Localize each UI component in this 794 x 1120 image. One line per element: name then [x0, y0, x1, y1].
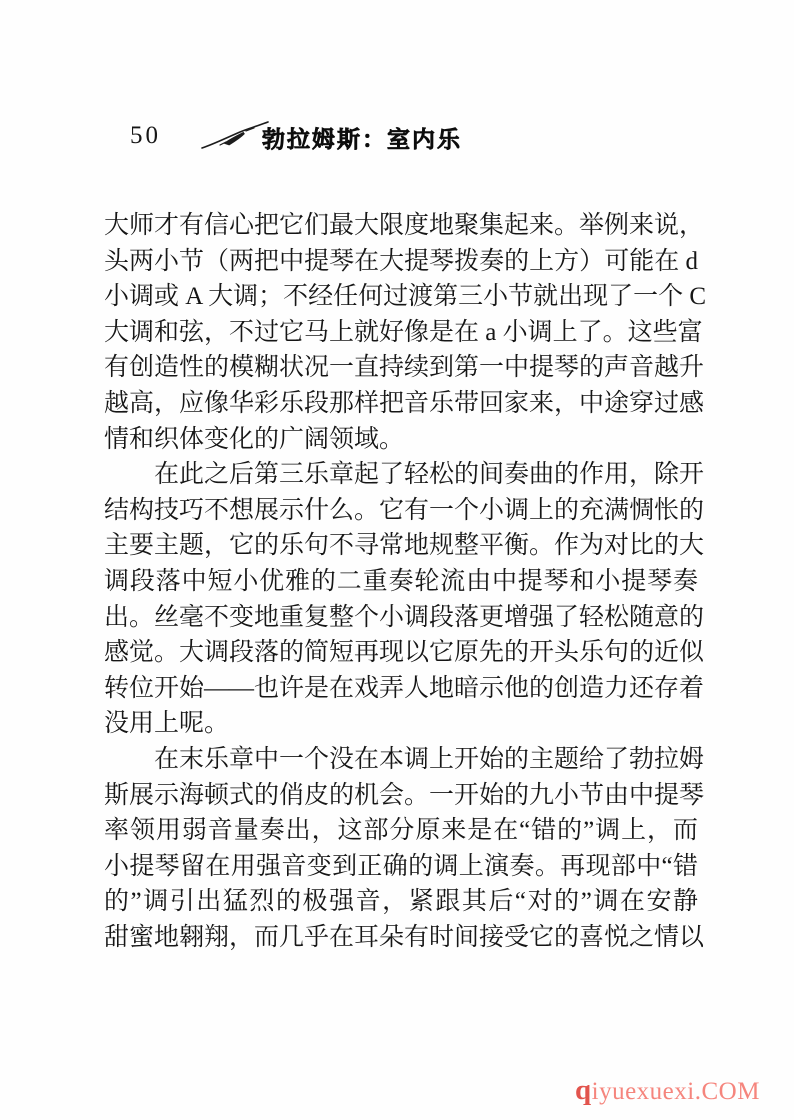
text-line: 有创造性的模糊状况一直持续到第一中提琴的声音越升: [104, 354, 705, 382]
text-line: 大调和弦，不过它马上就好像是在 a 小调上了。这些富: [104, 318, 703, 346]
text-line: 越高，应像华彩乐段那样把音乐带回家来，中途穿过感: [104, 389, 705, 417]
text-line: 在此之后第三乐章起了轻松的间奏曲的作用，除开: [154, 461, 705, 489]
text-line: 没用上呢。: [104, 710, 230, 738]
paragraph: [104, 208, 707, 457]
text-line: 情和织体变化的广阔领域。: [104, 425, 405, 453]
text-line: 转位开始——也许是在戏弄人地暗示他的创造力还存着: [104, 674, 705, 702]
text-line: 小调或 A 大调；不经任何过渡第三小节就出现了一个 C: [104, 283, 707, 311]
watermark-prefix: q: [575, 1074, 592, 1106]
watermark: [575, 1074, 760, 1107]
text-line: 出。丝毫不变地重复整个小调段落更增强了轻松随意的: [104, 603, 705, 631]
text-line: 主要主题，它的乐句不寻常地规整平衡。作为对比的大: [104, 532, 705, 560]
paragraph: [104, 742, 705, 956]
text-line: 大师才有信心把它们最大限度地聚集起来。举例来说，: [104, 212, 705, 239]
text-line: 小提琴留在用强音变到正确的调上演奏。再现部中“错: [104, 852, 698, 880]
text-line: 在末乐章中一个没在本调上开始的主题给了勃拉姆: [154, 745, 705, 773]
running-header: [0, 118, 794, 160]
watermark-text: iyuexuexi.COM: [591, 1078, 760, 1105]
text-line: 感觉。大调段落的简短再现以它原先的开头乐句的近似: [104, 639, 705, 667]
page-number: 50: [130, 122, 161, 149]
paragraph: [104, 457, 705, 742]
body-text: [104, 208, 707, 955]
text-line: 的”调引出猛烈的极强音，紧跟其后“对的”调在安静: [104, 888, 698, 916]
text-line: 调段落中短小优雅的二重奏轮流由中提琴和小提琴奏: [104, 567, 698, 595]
text-line: 斯展示海顿式的俏皮的机会。一开始的九小节由中提琴: [104, 781, 705, 809]
chapter-title: 勃拉姆斯：室内乐: [262, 127, 462, 152]
paragraphs: [104, 208, 707, 955]
text-line: 头两小节（两把中提琴在大提琴拨奏的上方）可能在 d: [104, 247, 698, 275]
text-line: 结构技巧不想展示什么。它有一个小调上的充满惆怅的: [104, 496, 705, 524]
text-line: 甜蜜地翱翔，而几乎在耳朵有时间接受它的喜悦之情以: [104, 923, 705, 951]
text-line: 率领用弱音量奏出，这部分原来是在“错的”调上，而: [104, 817, 698, 845]
